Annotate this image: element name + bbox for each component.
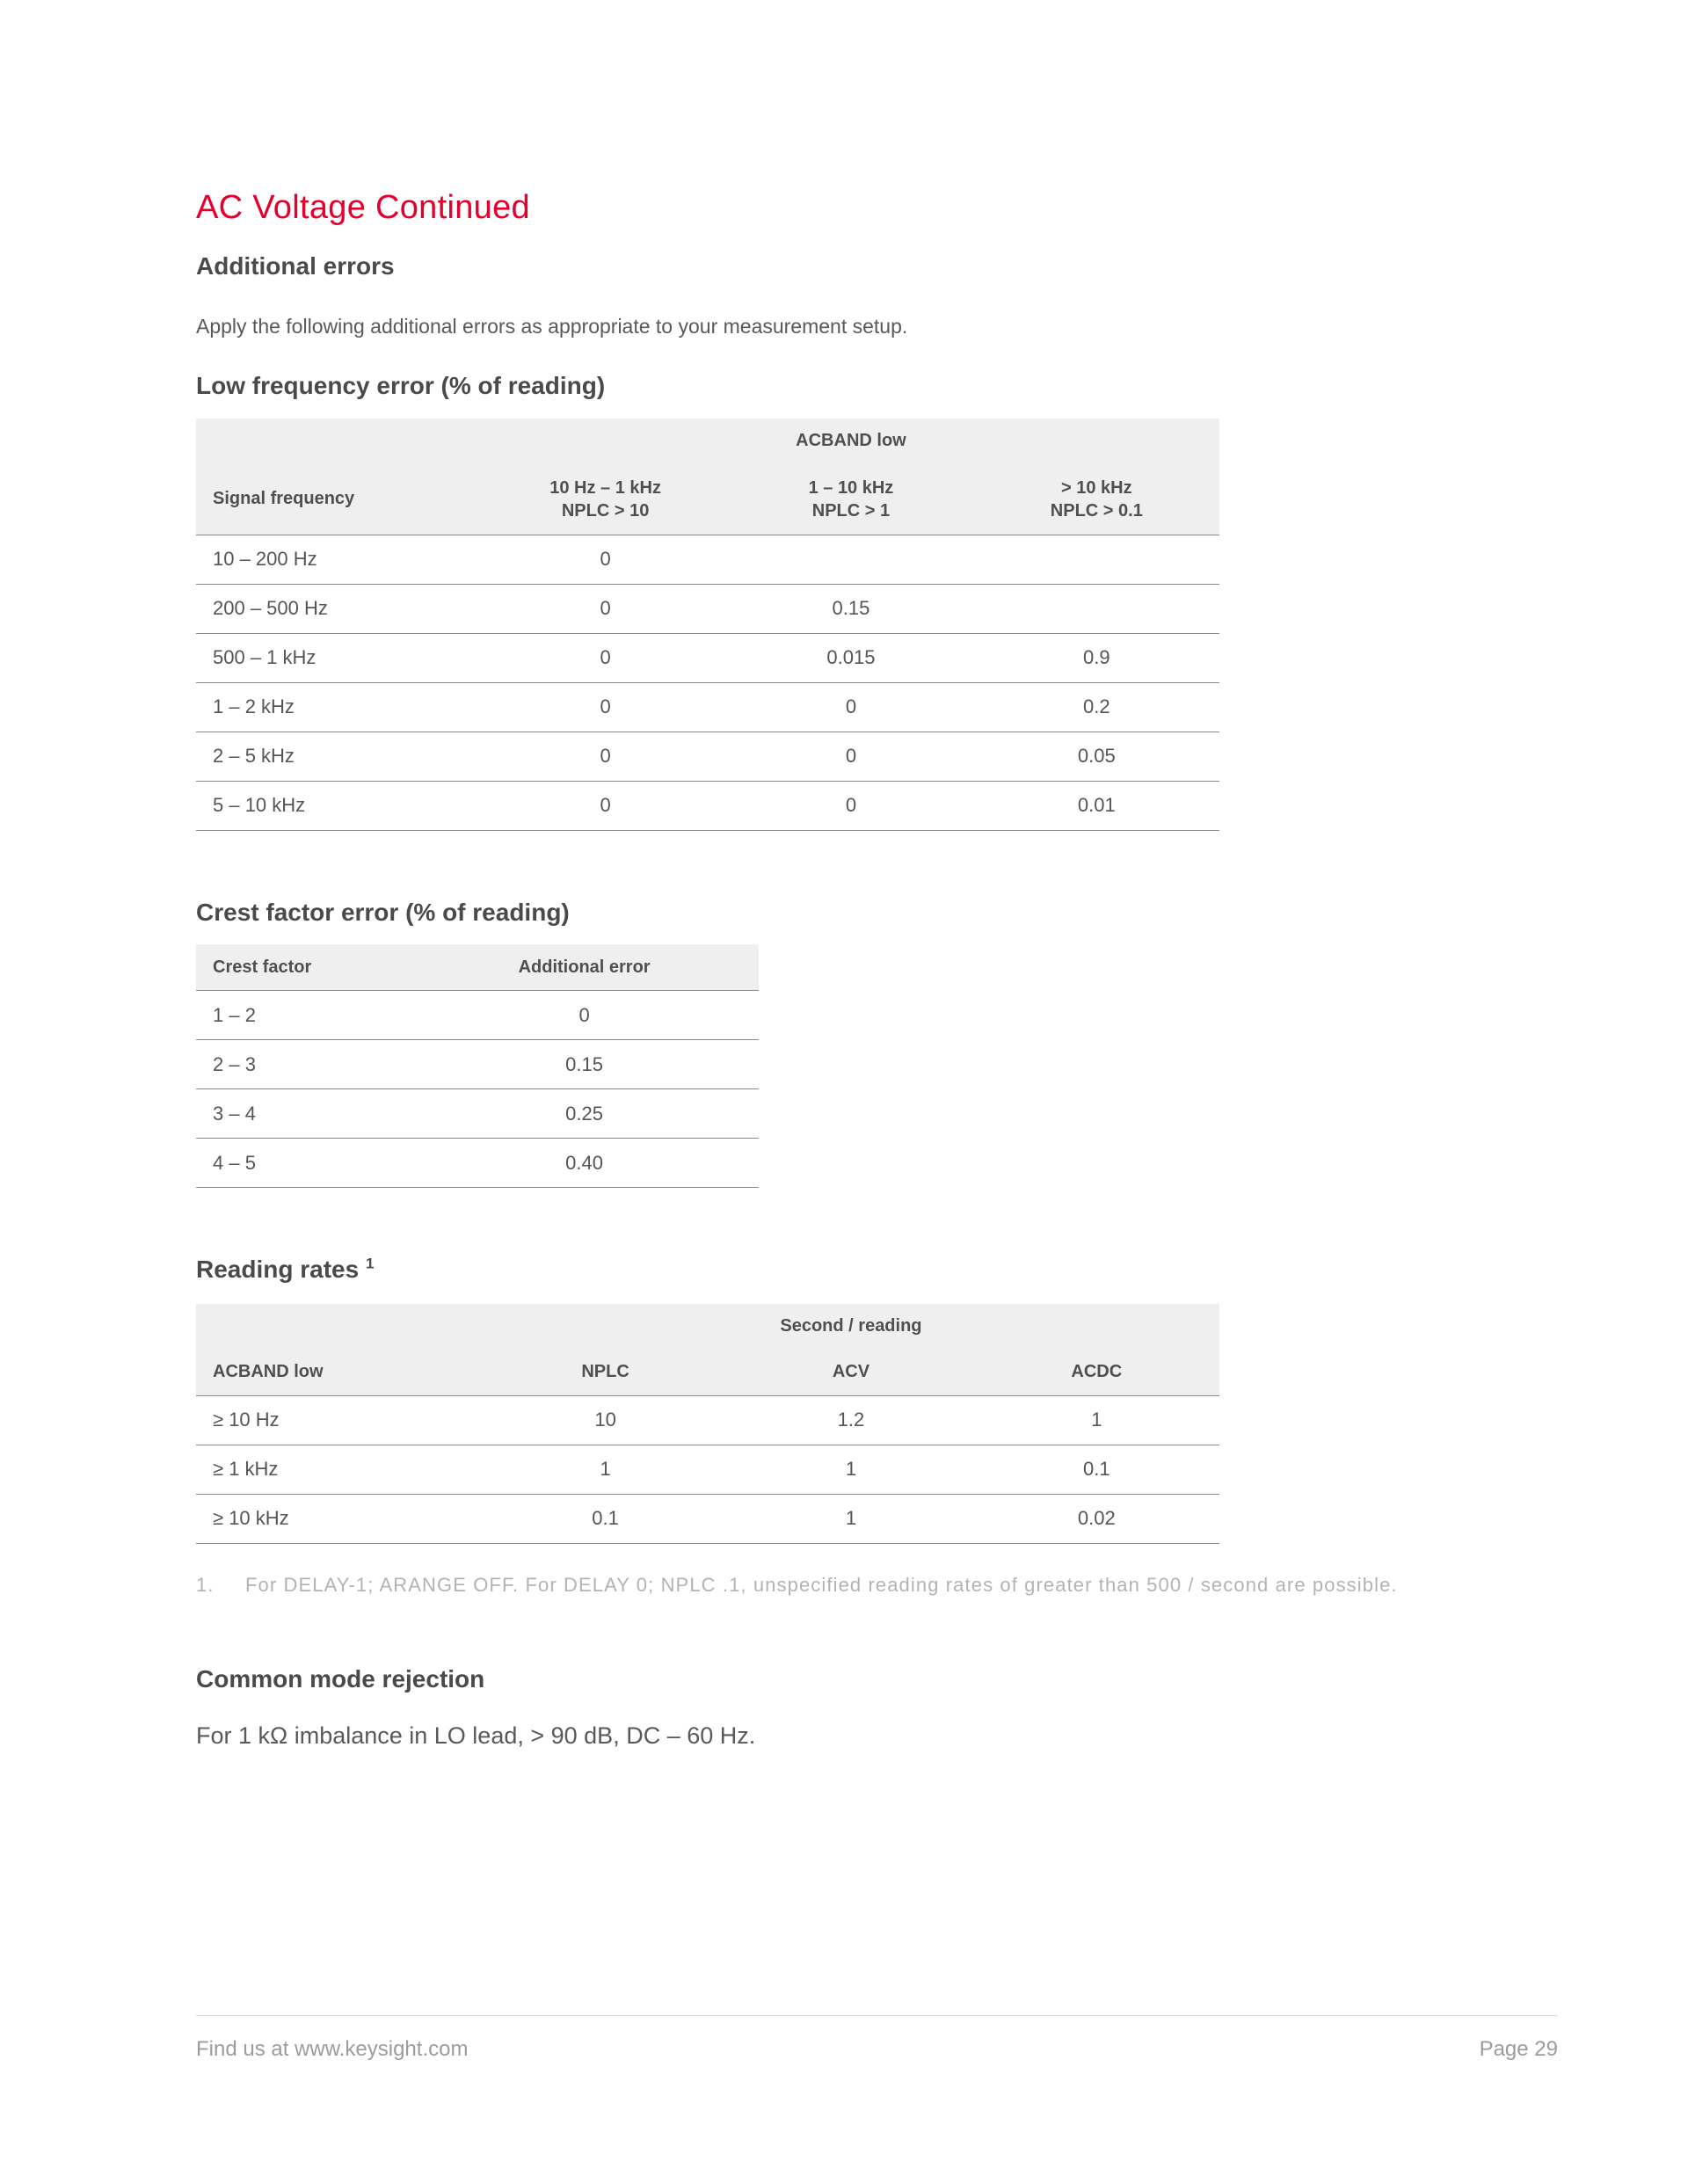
- page-title: AC Voltage Continued: [196, 189, 530, 226]
- footer-page-number: Page 29: [1479, 2037, 1558, 2061]
- row-label: ≥ 1 kHz: [196, 1445, 483, 1494]
- col-header-10hz-1khz: [483, 464, 728, 535]
- table-cell: 0.2: [974, 682, 1219, 732]
- row-label: 2 – 5 kHz: [196, 732, 483, 781]
- col-header-acdc: ACDC: [974, 1350, 1219, 1396]
- table-row: [196, 1395, 1219, 1445]
- low-frequency-heading: Low frequency error (% of reading): [196, 371, 606, 399]
- page-footer: [196, 2015, 1558, 2062]
- table-cell: 10: [483, 1395, 728, 1445]
- crest-factor-table: [196, 944, 759, 1188]
- reading-rates-table-body: [196, 1395, 1219, 1543]
- col-header-crest-factor: Crest factor: [196, 944, 410, 991]
- table-span-header-row: [196, 419, 1219, 464]
- footnote-reference: 1: [365, 1255, 375, 1272]
- reading-rates-table: [196, 1304, 1219, 1544]
- low-frequency-table-body: [196, 535, 1219, 830]
- table-cell: [974, 584, 1219, 633]
- col-header-nplc: NPLC: [483, 1350, 728, 1396]
- table-cell: 0.9: [974, 633, 1219, 682]
- table-cell: 0.15: [410, 1040, 759, 1089]
- table-cell: [728, 535, 973, 584]
- table-row: [196, 633, 1219, 682]
- table-row: [196, 682, 1219, 732]
- footnote: [196, 1572, 1480, 1599]
- common-mode-heading: Common mode rejection: [196, 1664, 485, 1693]
- col-header-line2: NPLC > 0.1: [1050, 500, 1143, 521]
- col-header-1-10khz: [728, 464, 973, 535]
- table-span-header-row: [196, 1304, 1219, 1350]
- low-frequency-table-head: [196, 419, 1219, 535]
- table-row: [196, 1445, 1219, 1494]
- table-cell: 0: [483, 682, 728, 732]
- row-label: 10 – 200 Hz: [196, 535, 483, 584]
- table-cell: 0: [483, 732, 728, 781]
- table-cell: 1: [728, 1445, 973, 1494]
- row-label: ≥ 10 Hz: [196, 1395, 483, 1445]
- row-label: 4 – 5: [196, 1139, 410, 1188]
- page-content: [196, 0, 1582, 1751]
- table-cell: 1: [483, 1445, 728, 1494]
- table-cell: 1: [974, 1395, 1219, 1445]
- table-row: [196, 991, 759, 1040]
- crest-factor-heading: Crest factor error (% of reading): [196, 898, 570, 926]
- col-header-additional-error: Additional error: [410, 944, 759, 991]
- table-cell: 0.01: [974, 781, 1219, 830]
- table-cell: 0.15: [728, 584, 973, 633]
- table-cell: [974, 535, 1219, 584]
- table-cell: 0.02: [974, 1494, 1219, 1543]
- reading-rates-heading-text: Reading rates: [196, 1256, 360, 1284]
- reading-rates-heading: [196, 1255, 1582, 1285]
- table-column-header-row: [196, 944, 759, 991]
- second-per-reading-span-header: Second / reading: [483, 1304, 1219, 1350]
- table-cell: 0: [728, 732, 973, 781]
- col-header-acv: ACV: [728, 1350, 973, 1396]
- col-header-line1: 10 Hz – 1 kHz: [549, 477, 661, 498]
- footer-left-text: Find us at www.keysight.com: [196, 2037, 469, 2061]
- row-label: ≥ 10 kHz: [196, 1494, 483, 1543]
- table-row: [196, 1139, 759, 1188]
- col-header-line2: NPLC > 10: [561, 500, 650, 521]
- table-cell: 0.1: [974, 1445, 1219, 1494]
- table-cell: 0: [483, 535, 728, 584]
- intro-paragraph: Apply the following additional errors as appropriate to your measurement setup.: [196, 315, 908, 339]
- col-header-line1: 1 – 10 kHz: [808, 477, 894, 498]
- table-cell: 0.05: [974, 732, 1219, 781]
- table-row: [196, 1089, 759, 1139]
- empty-header-cell: [196, 419, 483, 464]
- row-label: 5 – 10 kHz: [196, 781, 483, 830]
- crest-factor-table-head: [196, 944, 759, 991]
- table-row: [196, 1494, 1219, 1543]
- table-cell: 0.1: [483, 1494, 728, 1543]
- table-cell: 0.015: [728, 633, 973, 682]
- table-cell: 0.40: [410, 1139, 759, 1188]
- row-label: 500 – 1 kHz: [196, 633, 483, 682]
- table-cell: 0.25: [410, 1089, 759, 1139]
- row-label: 2 – 3: [196, 1040, 410, 1089]
- row-label: 3 – 4: [196, 1089, 410, 1139]
- additional-errors-heading: Additional errors: [196, 251, 395, 280]
- table-cell: 0: [410, 991, 759, 1040]
- row-label: 200 – 500 Hz: [196, 584, 483, 633]
- crest-factor-table-body: [196, 991, 759, 1188]
- table-row: [196, 1040, 759, 1089]
- table-cell: 0: [483, 633, 728, 682]
- table-row: [196, 732, 1219, 781]
- col-header-signal-frequency: Signal frequency: [196, 464, 483, 535]
- table-column-header-row: [196, 464, 1219, 535]
- col-header-line1: > 10 kHz: [1061, 477, 1132, 498]
- table-row: [196, 535, 1219, 584]
- footnote-marker: 1.: [196, 1573, 215, 1596]
- row-label: 1 – 2: [196, 991, 410, 1040]
- table-cell: 0: [728, 781, 973, 830]
- footnote-text: For DELAY-1; ARANGE OFF. For DELAY 0; NPLC .1, unspecified reading rates of greater than 500 / second are possible.: [245, 1573, 1398, 1596]
- table-cell: 1.2: [728, 1395, 973, 1445]
- col-header-gt-10khz: [974, 464, 1219, 535]
- acband-low-span-header: ACBAND low: [483, 419, 1219, 464]
- table-row: [196, 781, 1219, 830]
- common-mode-text: For 1 kΩ imbalance in LO lead, > 90 dB, DC – 60 Hz.: [196, 1722, 756, 1750]
- empty-header-cell: [196, 1304, 483, 1350]
- table-cell: 0: [483, 584, 728, 633]
- reading-rates-table-head: [196, 1304, 1219, 1396]
- table-column-header-row: [196, 1350, 1219, 1396]
- table-row: [196, 584, 1219, 633]
- col-header-acband-low: ACBAND low: [196, 1350, 483, 1396]
- table-cell: 0: [483, 781, 728, 830]
- col-header-line2: NPLC > 1: [811, 500, 891, 521]
- low-frequency-table: [196, 419, 1219, 831]
- table-cell: 1: [728, 1494, 973, 1543]
- row-label: 1 – 2 kHz: [196, 682, 483, 732]
- table-cell: 0: [728, 682, 973, 732]
